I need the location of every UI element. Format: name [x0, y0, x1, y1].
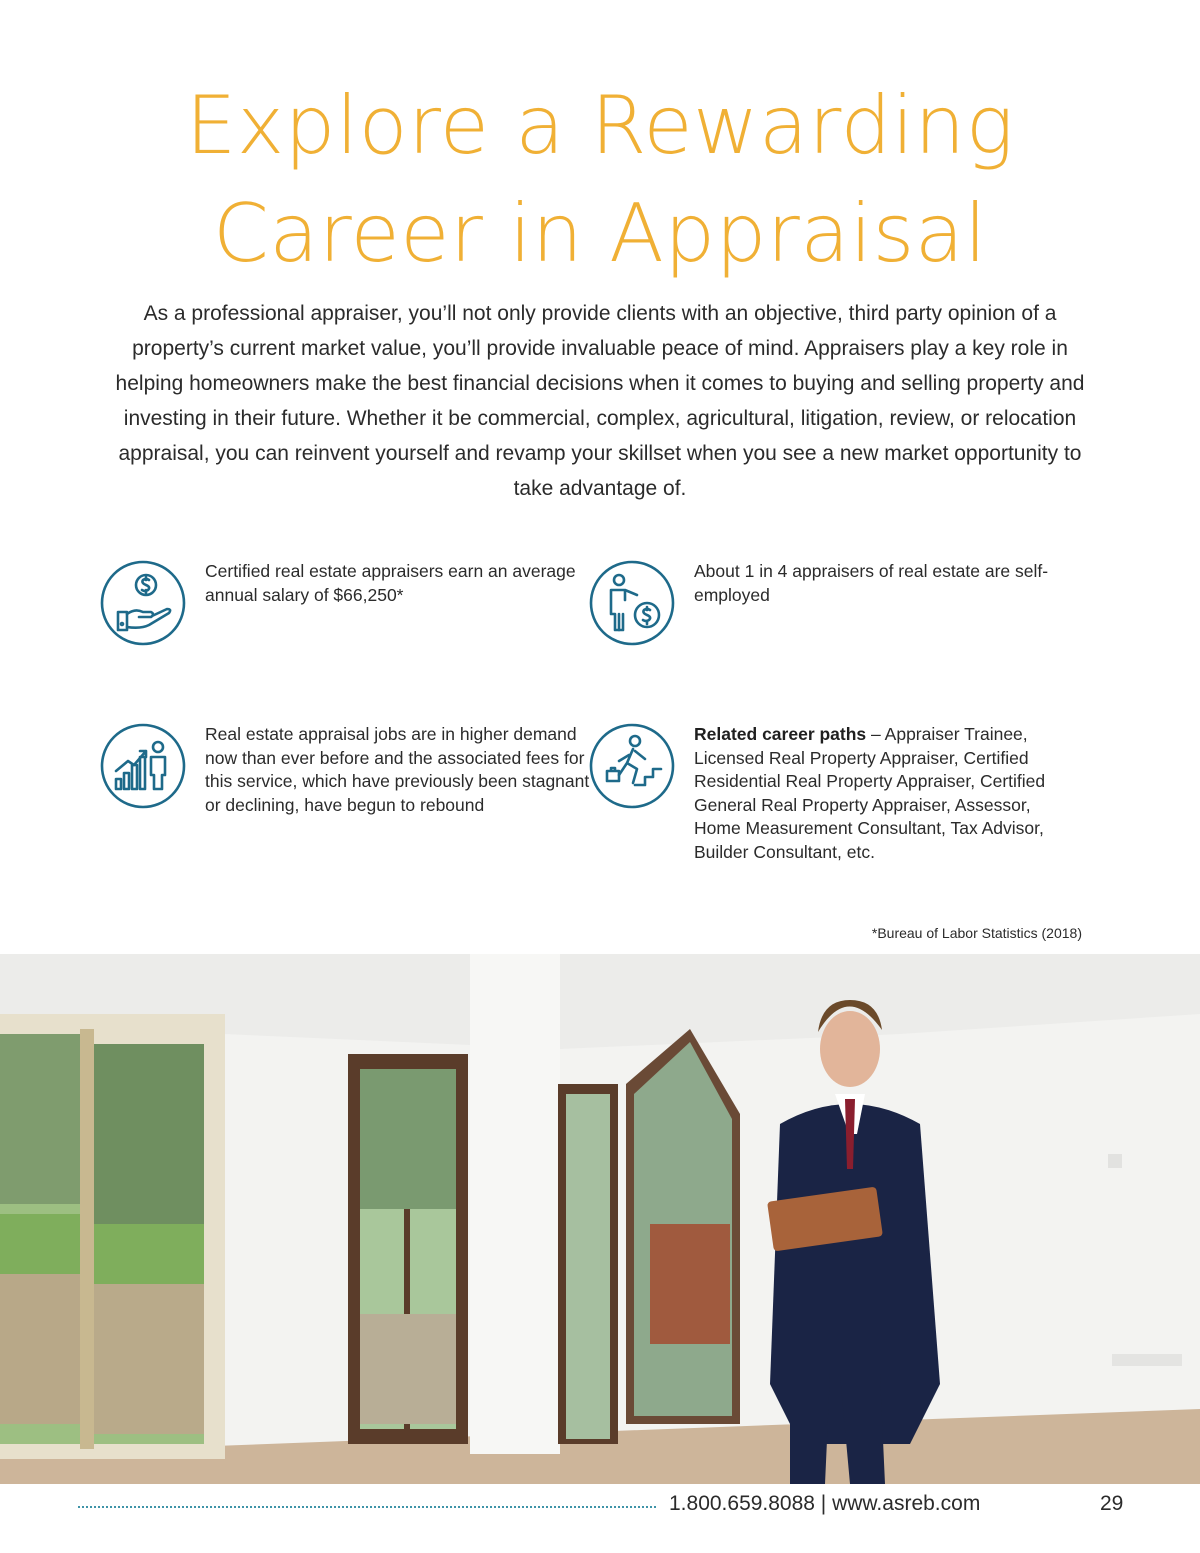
growth-chart-icon [100, 723, 186, 809]
stat-demand-text: Real estate appraisal jobs are in higher demand now than ever before and the associated fees for this service, which have previously been stagnant or declining, have begun to rebound [205, 724, 590, 815]
appraiser-photo [0, 954, 1200, 1484]
stat-self-employed-text: About 1 in 4 appraisers of real estate are self-employed [694, 561, 1049, 605]
stat-salary-text: Certified real estate appraisers earn an average annual salary of $66,250* [205, 561, 576, 605]
stat-career-paths-heading: Related career paths [694, 724, 867, 744]
person-dollar-icon [589, 560, 675, 646]
stat-self-employed [589, 560, 1089, 720]
footnote: *Bureau of Labor Statistics (2018) [871, 925, 1082, 941]
page-title [0, 72, 1200, 288]
stat-salary [100, 560, 600, 720]
hand-dollar-icon [100, 560, 186, 646]
intro-paragraph: As a professional appraiser, you’ll not only provide clients with an objective, third party opinion of a property’s current market value, you’ll provide invaluable peace of mind. Appraisers play a key role in helping homeowners make the best financial decisions when it comes to buying and selling property and investing in their future. Whether it be commercial, complex, agricultural, litigation, review, or relocation appraisal, you can reinvent yourself and revamp your skillset when you see a new market opportunity to take advantage of. [115, 302, 1085, 500]
stat-career-paths [589, 723, 1089, 883]
stat-demand [100, 723, 600, 883]
footer-contact: 1.800.659.8088 | www.asreb.com [669, 1492, 981, 1515]
page-title-line-1: Explore a Rewarding [185, 79, 1015, 172]
footer-divider [78, 1506, 656, 1508]
page-number: 29 [1100, 1492, 1124, 1515]
appraiser-photo-illustration [0, 954, 1200, 1484]
stat-career-paths-text [694, 723, 1079, 864]
stat-career-paths-list: – Appraiser Trainee, Licensed Real Property Appraiser, Certified Residential Real Property Appraiser, Certified General Real Property Appraiser, Assessor, Home Measurement Consultant, Tax Advisor, Builder Consultant, etc. [694, 724, 1046, 862]
career-steps-icon [589, 723, 675, 809]
page-title-line-2: Career in Appraisal [213, 187, 987, 280]
